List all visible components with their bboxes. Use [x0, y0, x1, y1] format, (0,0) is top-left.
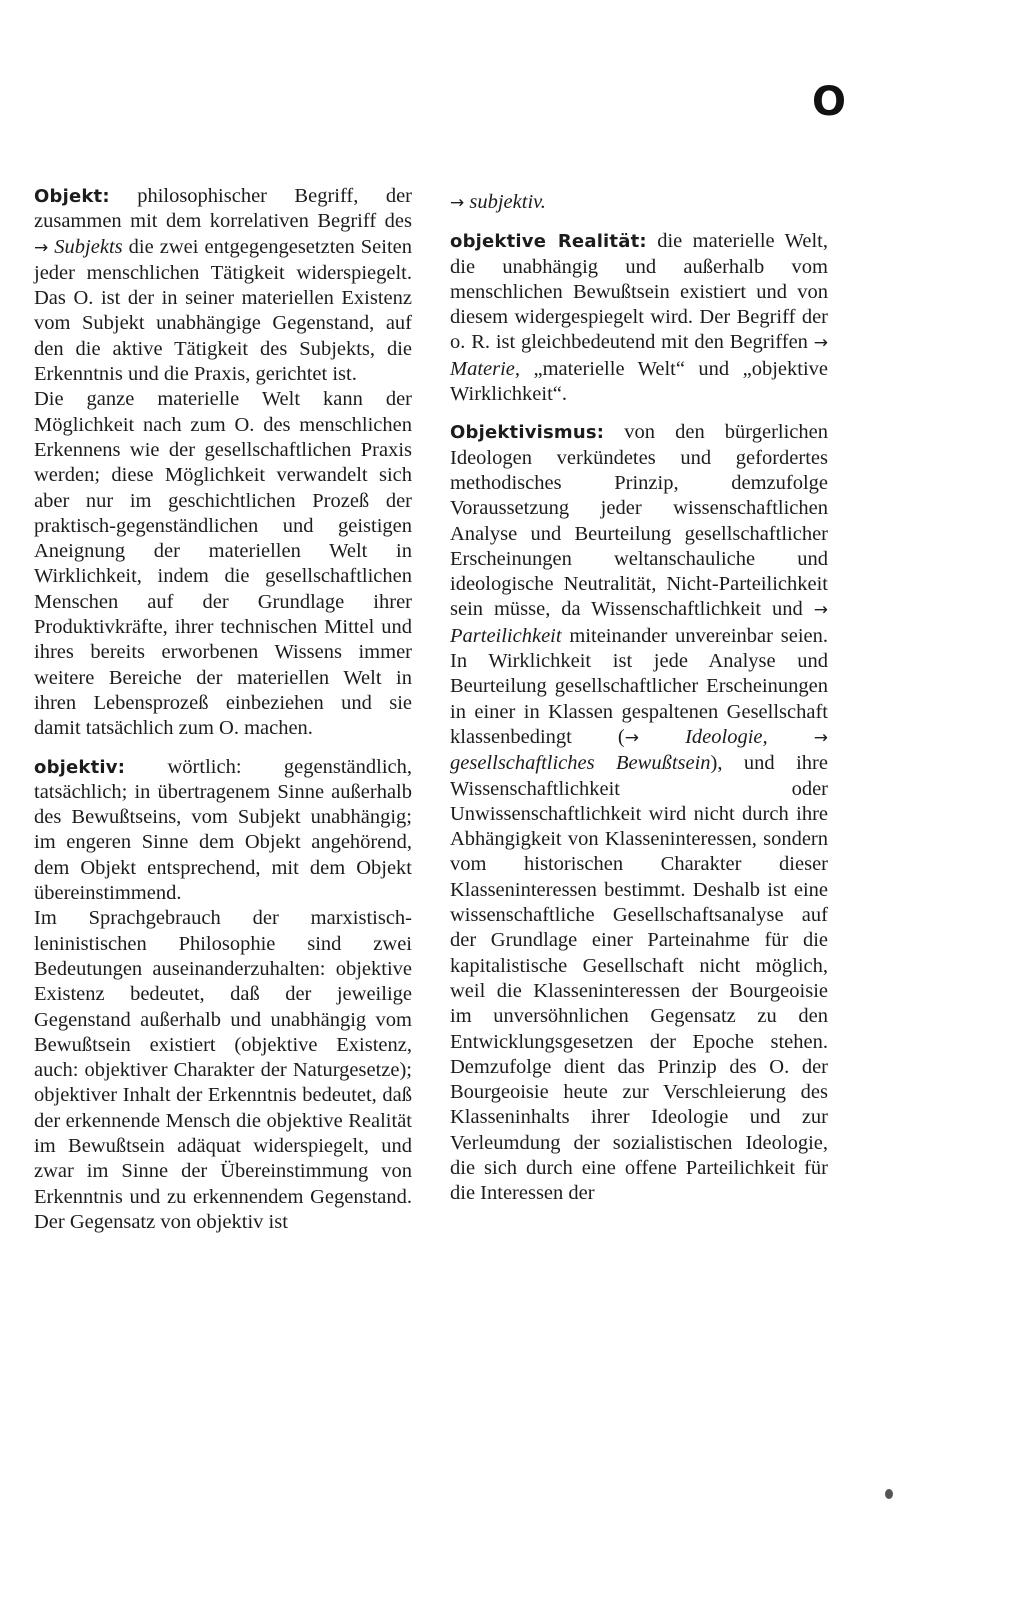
entry-objekt: [34, 184, 412, 742]
page-speck-mark: [885, 1489, 893, 1499]
cross-reference-subjekts[interactable]: Subjekts: [54, 235, 123, 258]
arrow-icon: →: [450, 193, 465, 213]
cross-reference-gesellschaftliches-bewusstsein[interactable]: gesellschaftliches Bewußtsein: [450, 752, 711, 775]
headword-objektiv: objektiv:: [34, 756, 126, 778]
headword-objektive-realitaet: objektive Realität:: [450, 231, 647, 253]
entry-objektivismus: [450, 420, 828, 1206]
headword-objektivismus: Objektivismus:: [450, 422, 605, 444]
cross-reference-materie[interactable]: Materie,: [450, 357, 521, 380]
entry-objektiv-continued: [450, 190, 828, 216]
entry-objekt-paragraph-1: [34, 184, 412, 387]
entry-objektiv: [34, 755, 412, 1236]
objektivismus-text-c: ), und ihre Wissenschaftlichkeit oder Unwissenschaftlichkeit wird nicht durch ihre Abhängigkeit von Klasseninteressen, sondern vom historischen Charakter dieser Klasseninteressen bestimmt. Deshalb ist eine wissenschaftliche Gesellschaftsanalyse auf der Grundlage einer Parteinahme für die kapitalistische Gesellschaft nicht möglich, weil die Klasseninteressen der Bourgeoisie im unversöhnlichen Gegensatz zu den Entwicklungsgesetzen der Epoche stehen. Demzufolge dient das Prinzip des O. der Bourgeoisie heute zur Verschleierung des Klasseninhalts ihrer Ideologie und zur Verleumdung der sozialistischen Ideologie, die sich durch eine offene Parteilichkeit für die Interessen der: [450, 752, 828, 1205]
objektivismus-text-b: miteinander unvereinbar seien. In Wirklichkeit ist jede Analyse und Beurteilung gesellschaftlicher Erscheinungen in einer in Klassen gespaltenen Gesellschaft klassenbedingt (: [450, 624, 828, 748]
arrow-icon: →: [624, 727, 640, 748]
arrow-icon: →: [34, 237, 49, 258]
objektiv-text-1: wörtlich: gegenständlich, tatsächlich; in übertragenem Sinne außerhalb des Bewußtseins, vom Subjekt unabhängig; im engeren Sinne dem Objekt angehörend, dem Objekt entsprechend, mit dem Objekt übereinstimmend.: [34, 755, 412, 905]
entry-objektiv-paragraph-1: [34, 755, 412, 907]
objektivismus-text-a: von den bürgerlichen Ideologen verkündetes und gefordertes methodisches Prinzip, demzufolge Voraussetzung jeder wissenschaftlichen Analyse und Beurteilung gesellschaftlicher Erscheinungen weltanschauliche und ideologische Neutralität, Nicht-Parteilichkeit sein müsse, da Wissenschaftlichkeit und: [450, 421, 829, 621]
entry-objektive-realitaet: [450, 229, 828, 407]
cross-reference-parteilichkeit[interactable]: Parteilichkeit: [450, 624, 562, 647]
objekt-text-1b: die zwei entgegengesetzten Seiten jeder menschlichen Tätigkeit widerspiegelt. Das O. ist der in seiner materiellen Existenz vom Subjekt unabhängige Gegenstand, auf den die aktive Tätigkeit des Subjekts, die Erkenntnis und die Praxis, gerichtet ist.: [34, 235, 413, 386]
entry-objekt-paragraph-2: Die ganze materielle Welt kann der Möglichkeit nach zum O. des menschlichen Erkennens wie der gesellschaftlichen Praxis werden; diese Möglichkeit verwandelt sich aber nur im geschichtlichen Prozeß der praktisch-gegenständlichen und geistigen Aneignung der materiellen Welt in Wirklichkeit, indem die gesellschaftlichen Menschen auf der Grundlage ihrer Produktivkräfte, ihrer technischen Mittel und ihres bereits erworbenen Wissens immer weitere Bereiche der materiellen Welt in ihren Lebensprozeß einbeziehen und sie damit tatsächlich zum O. machen.: [34, 388, 412, 740]
left-column: [34, 184, 412, 1248]
cross-reference-ideologie[interactable]: Ideologie,: [685, 725, 768, 748]
arrow-icon: →: [813, 600, 828, 621]
right-column: [450, 190, 828, 1220]
arrow-icon: →: [813, 333, 828, 354]
objektiv-continuation: [450, 190, 828, 216]
section-letter: O: [812, 79, 847, 125]
cross-reference-subjektiv[interactable]: subjektiv.: [469, 191, 546, 213]
objektive-realitaet-text-b: „materielle Welt“ und „objektive Wirklichkeit“.: [450, 357, 829, 406]
entry-objektive-realitaet-paragraph: [450, 229, 828, 407]
entry-objektiv-paragraph-2: Im Sprachgebrauch der marxistisch-leninistischen Philosophie sind zwei Bedeutungen auseinanderzuhalten: objektive Existenz bedeutet, daß der jeweilige Gegenstand außerhalb und unabhängig vom Bewußtsein existiert (objektive Existenz, auch: objektiver Charakter der Naturgesetze); objektiver Inhalt der Erkenntnis bedeutet, daß der erkennende Mensch die objektive Realität im Bewußtsein adäquat widerspiegelt, und zwar im Sinne der Übereinstimmung von Erkenntnis und zu erkennendem Gegenstand. Der Gegensatz von objektiv ist: [34, 907, 412, 1233]
objekt-text-1a: philosophischer Begriff, der zusammen mit dem korrelativen Begriff des: [34, 185, 412, 233]
entry-objektivismus-paragraph: [450, 420, 828, 1206]
objektive-realitaet-text-a: die materielle Welt, die unabhängig und außerhalb vom menschlichen Bewußtsein existiert und von diesem widergespiegelt wird. Der Begriff der o. R. ist gleichbedeutend mit den Begriffen: [450, 230, 829, 354]
headword-objekt: Objekt:: [34, 186, 110, 207]
arrow-icon: →: [813, 727, 828, 748]
